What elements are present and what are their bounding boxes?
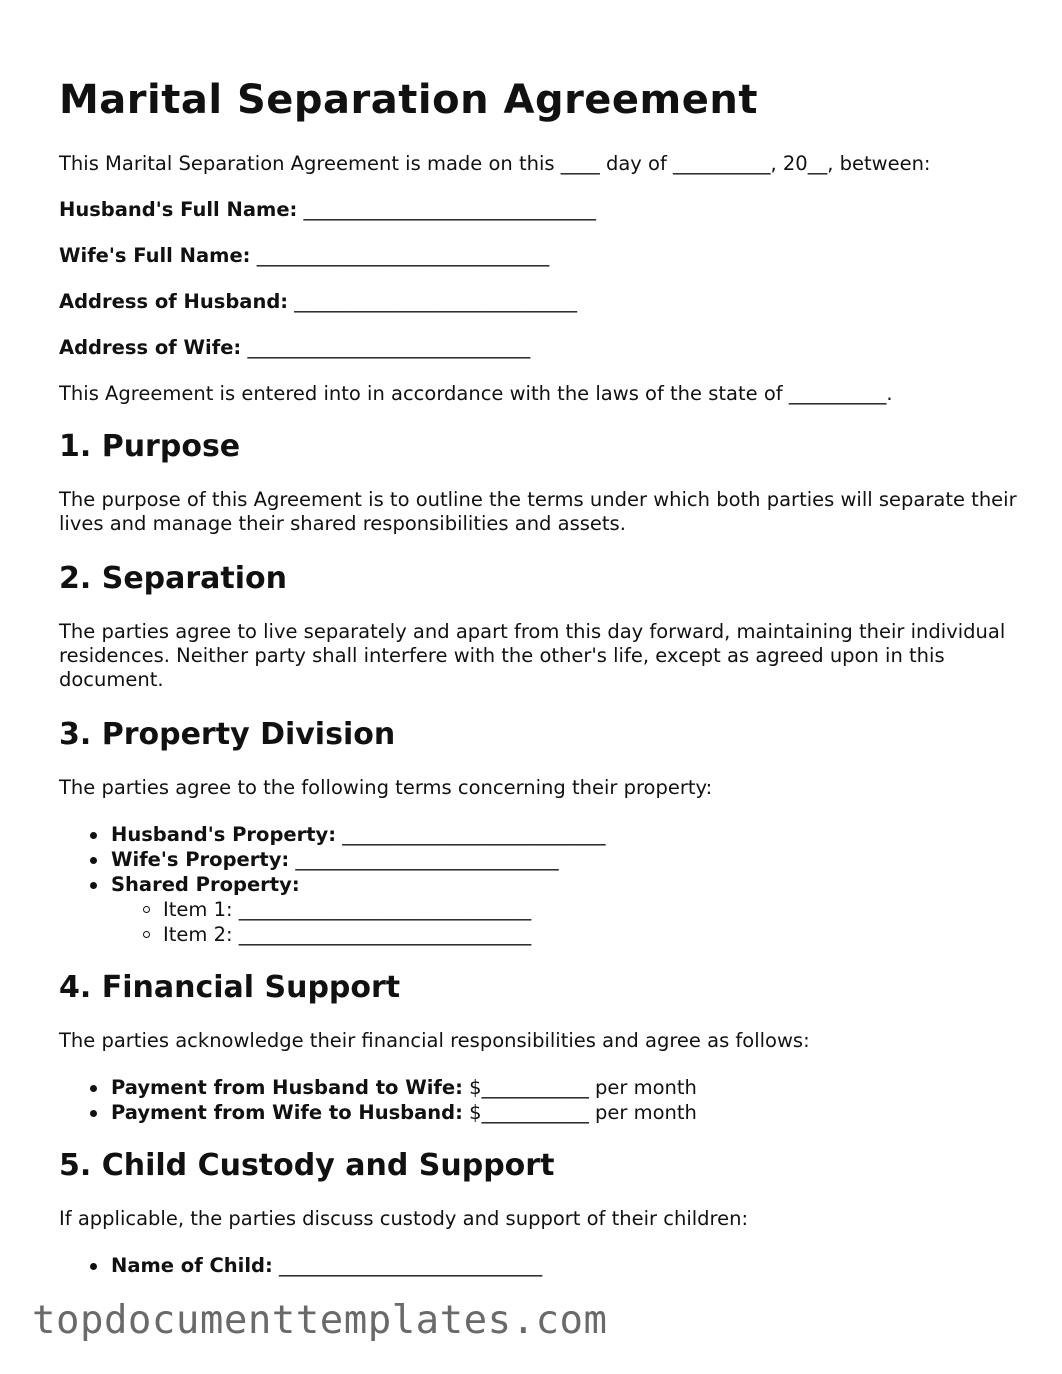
husband-address-blank: _____________________________: [294, 290, 578, 313]
section-heading-separation: 2. Separation: [59, 561, 288, 596]
list-item: [111, 1100, 1019, 1125]
payment-husband-to-wife-value: $___________ per month: [469, 1076, 697, 1099]
list-item: [111, 872, 1019, 947]
section-heading-financial: 4. Financial Support: [59, 970, 401, 1005]
husband-address-label: Address of Husband:: [59, 290, 289, 313]
section-financial: [59, 969, 1019, 1125]
payment-husband-to-wife-label: Payment from Husband to Wife:: [111, 1076, 463, 1099]
husband-name-field: [59, 198, 1019, 222]
wife-name-label: Wife's Full Name:: [59, 244, 251, 267]
wife-name-field: [59, 244, 1019, 268]
list-item: [111, 1075, 1019, 1100]
list-item: [163, 922, 1019, 947]
watermark: topdocumenttemplates.com: [32, 1298, 608, 1343]
section-purpose: [59, 428, 1019, 536]
shared-property-label: Shared Property:: [111, 873, 300, 896]
property-list: [59, 822, 1019, 947]
shared-item-2-blank: ______________________________: [238, 923, 532, 946]
child-name-label: Name of Child:: [111, 1254, 273, 1277]
section-heading-purpose: 1. Purpose: [59, 429, 241, 464]
document-title: Marital Separation Agreement: [59, 77, 758, 123]
husband-name-blank: ______________________________: [303, 198, 597, 221]
husband-property-label: Husband's Property:: [111, 823, 337, 846]
section-separation: [59, 560, 1019, 692]
section-heading-property: 3. Property Division: [59, 717, 396, 752]
shared-item-1-blank: ______________________________: [238, 898, 532, 921]
wife-property-blank: ___________________________: [295, 848, 559, 871]
document-page: [59, 74, 1019, 1300]
section-text-purpose: The purpose of this Agreement is to outline the terms under which both parties will separate their lives and manage their shared responsibilities and assets.: [59, 488, 1017, 535]
wife-name-blank: ______________________________: [256, 244, 550, 267]
financial-list: [59, 1075, 1019, 1125]
section-heading-custody: 5. Child Custody and Support: [59, 1148, 555, 1183]
section-property: [59, 716, 1019, 947]
section-text-financial: The parties acknowledge their financial responsibilities and agree as follows:: [59, 1029, 810, 1052]
state-clause: This Agreement is entered into in accordance with the laws of the state of __________.: [59, 382, 893, 405]
list-item: [163, 897, 1019, 922]
payment-wife-to-husband-label: Payment from Wife to Husband:: [111, 1101, 463, 1124]
list-item: [111, 1253, 1019, 1278]
section-custody: [59, 1147, 1019, 1278]
section-text-custody: If applicable, the parties discuss custody and support of their children:: [59, 1207, 749, 1230]
husband-property-blank: ___________________________: [342, 823, 606, 846]
list-item: [111, 822, 1019, 847]
husband-address-field: [59, 290, 1019, 314]
husband-name-label: Husband's Full Name:: [59, 198, 298, 221]
section-text-separation: The parties agree to live separately and apart from this day forward, maintaining their individual residences. Neither party shall interfere with the other's life, except as agreed upon in this document.: [59, 620, 1006, 691]
child-name-blank: ___________________________: [279, 1254, 543, 1277]
shared-item-2-label: Item 2:: [163, 923, 233, 946]
wife-address-field: [59, 336, 1019, 360]
intro-paragraph: This Marital Separation Agreement is made on this ____ day of __________, 20__, between:: [59, 152, 931, 175]
wife-address-blank: _____________________________: [247, 336, 531, 359]
shared-property-list: [111, 897, 1019, 947]
wife-property-label: Wife's Property:: [111, 848, 290, 871]
list-item: [111, 847, 1019, 872]
shared-item-1-label: Item 1:: [163, 898, 233, 921]
section-text-property: The parties agree to the following terms concerning their property:: [59, 776, 713, 799]
payment-wife-to-husband-value: $___________ per month: [469, 1101, 697, 1124]
custody-list: [59, 1253, 1019, 1278]
wife-address-label: Address of Wife:: [59, 336, 242, 359]
